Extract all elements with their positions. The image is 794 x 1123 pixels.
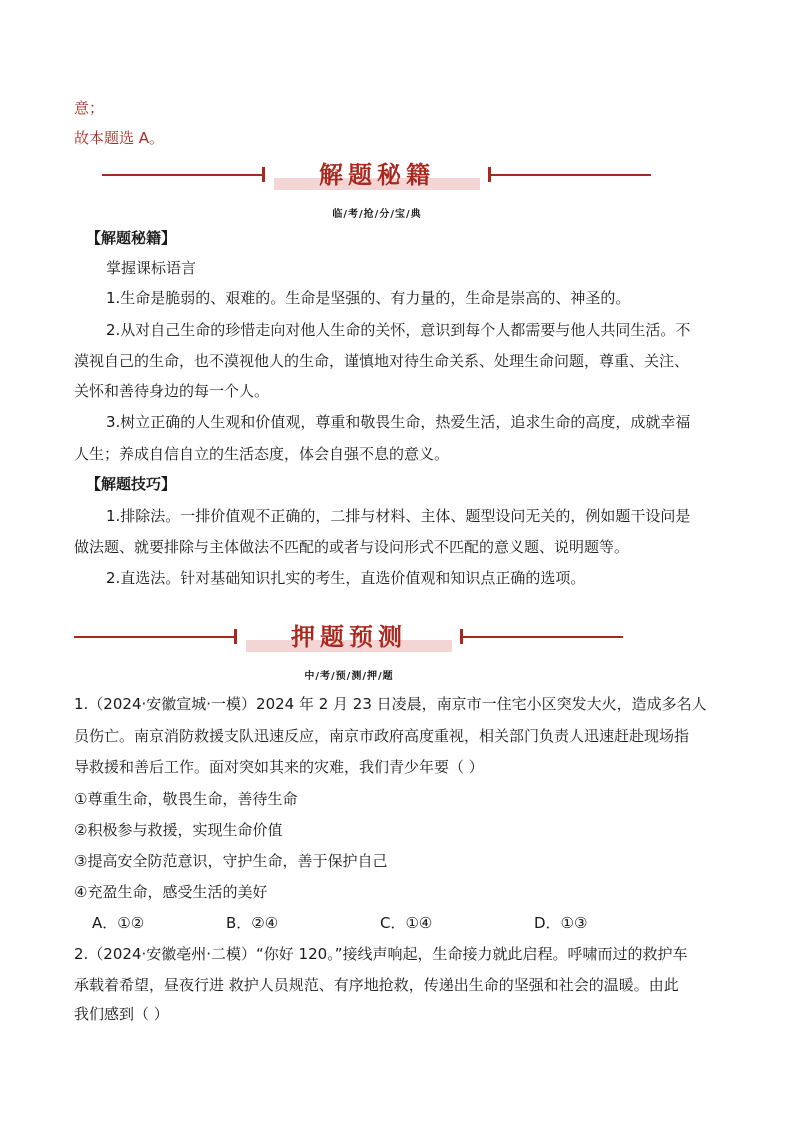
tips-point-2-line-2: 漠视自己的生命，也不漠视他人的生命，谨慎地对待生命关系、处理生命问题，尊重、关注、: [74, 352, 690, 370]
banner-title: 押题预测: [291, 622, 407, 651]
question-1-statement-2: ②积极参与救援，实现生命价值: [74, 821, 283, 839]
question-1-statement-3: ③提高安全防范意识，守护生命，善于保护自己: [74, 852, 388, 870]
banner-bar-left: [234, 629, 237, 644]
answer-fragment: 意；: [74, 99, 105, 117]
question-1-line-3: 导救援和善后工作。面对突如其来的灾难，我们青少年要（ ）: [74, 758, 484, 776]
option-a[interactable]: A．①②: [92, 914, 145, 932]
banner-bar-left: [262, 167, 265, 182]
technique-2: 2.直选法。针对基础知识扎实的考生，直选价值观和知识点正确的选项。: [106, 569, 586, 587]
banner-rule-left: [102, 174, 262, 176]
option-c[interactable]: C．①④: [380, 914, 433, 932]
question-2-line-3: 我们感到（ ）: [74, 1005, 169, 1023]
question-1-statement-4: [74, 882, 714, 902]
banner-subtitle: 临/考/抢/分/宝/典: [332, 209, 422, 220]
question-2-line-2: 承载着希望，昼夜行进 救护人员规范、有序地抢救，传递出生命的坚强和社会的温暖。由此: [74, 976, 679, 994]
banner-rule-right: [491, 174, 651, 176]
statement-4-text: ④充盈生命，感受生活的美好: [74, 883, 268, 901]
section-banner-predictions: [0, 620, 794, 670]
question-1-line-1: 1.（2024·安徽宣城·一模）2024 年 2 月 23 日凌晨，南京市一住宅小区突发大火，造成多名人: [74, 695, 707, 713]
option-b[interactable]: B．②④: [226, 914, 279, 932]
option-d[interactable]: D．①③: [534, 914, 588, 932]
tips-point-2-line-3: 关怀和善待身边的每一个人。: [74, 382, 270, 400]
tips-point-3-line-1: 3.树立正确的人生观和价值观，尊重和敬畏生命，热爱生活，追求生命的高度，成就幸福: [106, 413, 691, 431]
banner-title: 解题秘籍: [319, 160, 435, 189]
tips-point-1: 1.生命是脆弱的、艰难的。生命是坚强的、有力量的，生命是崇高的、神圣的。: [106, 289, 631, 307]
question-1-options: [74, 913, 714, 933]
tips-intro: 掌握课标语言: [106, 259, 197, 277]
technique-1-line-2: 做法题、就要排除与主体做法不匹配的或者与设问形式不匹配的意义题、说明题等。: [74, 538, 630, 556]
banner-subtitle: 中/考/预/测/押/题: [304, 671, 394, 682]
question-1-line-2: 员伤亡。南京消防救援支队迅速反应，南京市政府高度重视，相关部门负责人迅速赶赴现场指: [74, 727, 690, 745]
heading-techniques: 【解题技巧】: [86, 475, 177, 493]
banner-rule-right: [463, 636, 623, 638]
answer-conclusion: 故本题选 A。: [74, 129, 165, 147]
question-2-line-1: 2.（2024·安徽亳州·二模）“你好 120。”接线声响起，生命接力就此启程。呼啸而过的救护车: [74, 945, 688, 963]
question-1-statement-1: ①尊重生命，敬畏生命，善待生命: [74, 790, 298, 808]
tips-point-2-line-1: 2.从对自己生命的珍惜走向对他人生命的关怀，意识到每个人都需要与他人共同生活。不: [106, 321, 691, 339]
technique-1-line-1: 1.排除法。一排价值观不正确的，二排与材料、主体、题型设问无关的，例如题干设问是: [106, 507, 691, 525]
heading-tips: 【解题秘籍】: [86, 229, 177, 247]
banner-rule-left: [74, 636, 234, 638]
section-banner-tips: [0, 158, 794, 208]
tips-point-3-line-2: 人生；养成自信自立的生活态度，体会自强不息的意义。: [74, 445, 450, 463]
